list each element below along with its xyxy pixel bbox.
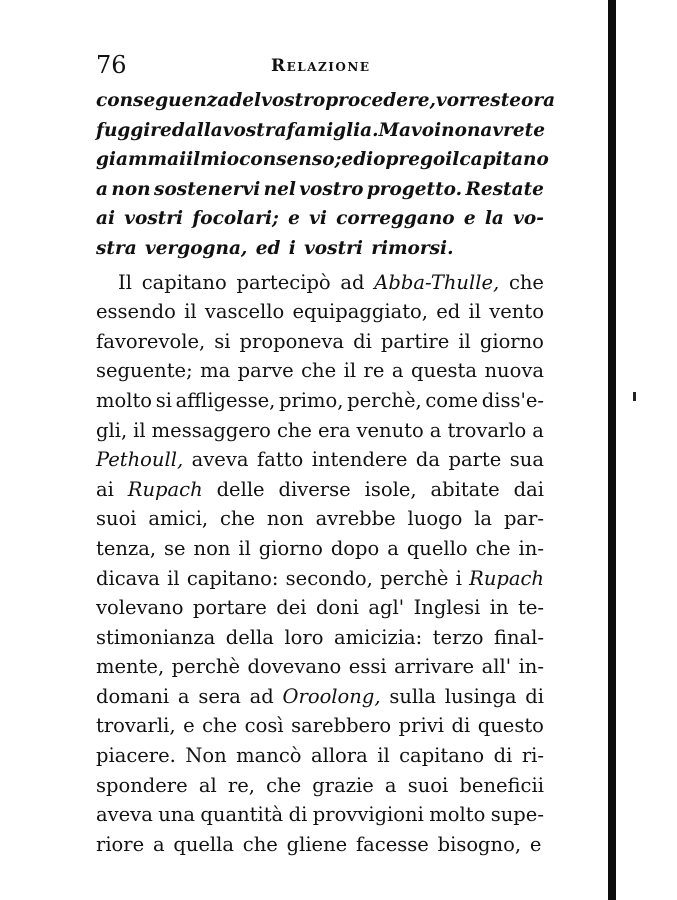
word: al (198, 773, 217, 797)
word: privi (398, 714, 444, 738)
word: supe- (490, 803, 544, 827)
word: ri- (521, 744, 544, 768)
word: si (214, 329, 231, 353)
word: in- (518, 655, 544, 679)
word: che (301, 359, 337, 383)
word: ai (96, 208, 116, 230)
word: progetto. (366, 178, 463, 200)
word: essi (348, 655, 387, 679)
word: Rupach (469, 566, 544, 590)
text-line (96, 682, 544, 712)
word: da (415, 448, 440, 472)
word: suoi (96, 507, 137, 531)
word: capitano: (186, 566, 279, 590)
word: giorno (258, 536, 323, 560)
word: abitate (430, 477, 500, 501)
word: proponeva (239, 329, 345, 353)
word: mancò (236, 744, 302, 768)
word: il (468, 300, 481, 324)
word: del (229, 90, 262, 111)
word: venuto (356, 418, 424, 442)
word: dalla (171, 119, 223, 141)
word: Il (118, 270, 132, 294)
word: così (244, 714, 284, 738)
word: della (225, 625, 274, 649)
word: dai (513, 477, 544, 501)
text-line (96, 145, 549, 175)
word: a (391, 359, 404, 383)
word: a (384, 773, 397, 797)
text-line (96, 416, 544, 446)
word: il (238, 536, 251, 560)
word: perchè, (347, 388, 422, 412)
word: nel (263, 178, 296, 200)
word: portare (192, 596, 267, 620)
word: molto (429, 803, 486, 827)
word: bisogno, (437, 832, 522, 856)
word: era (317, 418, 351, 442)
word: seguente; (96, 359, 193, 383)
word: Inglesi (413, 596, 481, 620)
text-line (96, 800, 544, 830)
word: una (158, 803, 195, 827)
word: piacere. (96, 744, 176, 768)
word: suoi (407, 773, 449, 797)
word: sulla (389, 684, 436, 708)
word: il (186, 149, 201, 171)
text-line (96, 534, 544, 564)
word: diss'e- (481, 388, 544, 412)
word: dopo (330, 536, 380, 560)
paragraph-narrative (96, 268, 544, 860)
word: arrivare (394, 655, 475, 679)
word: ed (255, 237, 281, 259)
word: non (266, 507, 304, 531)
word: Rupach (127, 477, 203, 501)
word: voi (411, 119, 442, 141)
word: vostra (222, 119, 287, 141)
word: vostri (304, 237, 363, 259)
word: questa (410, 359, 478, 383)
word: procedere, (325, 90, 436, 111)
word: sarebbero (291, 714, 392, 738)
word: secondo, (285, 566, 373, 590)
word: vostro (261, 90, 326, 111)
word: re (363, 359, 385, 383)
word: mente, (96, 655, 165, 679)
page-edge-rule (608, 0, 616, 900)
word: vo- (513, 208, 544, 230)
text-line (96, 356, 544, 386)
text-line (96, 504, 544, 534)
word: equipaggiato, (292, 300, 428, 324)
word: Oroolong, (282, 684, 381, 708)
margin-mark (633, 392, 636, 401)
text-line (96, 445, 544, 475)
page-header (96, 50, 546, 80)
word: allora (310, 744, 368, 768)
word: terzo (432, 625, 484, 649)
word: intendere (311, 448, 408, 472)
text-line (96, 593, 544, 623)
word: amici, (148, 507, 209, 531)
word: luogo (407, 507, 463, 531)
word: ai (96, 477, 114, 501)
text-line (96, 771, 544, 801)
word: mio (200, 149, 240, 171)
word: famiglia. (286, 119, 379, 141)
word: isole, (364, 477, 417, 501)
word: grazie (312, 773, 374, 797)
word: avrete (480, 119, 545, 141)
word: il (343, 359, 357, 383)
text-line (96, 741, 544, 771)
word: i (455, 566, 462, 590)
word: il (167, 566, 180, 590)
word: questo (477, 714, 544, 738)
word: agl' (368, 596, 405, 620)
word: tenza, (96, 536, 157, 560)
word: a (152, 832, 165, 856)
word: molto (96, 388, 153, 412)
word: il (133, 418, 146, 442)
word: e (463, 208, 476, 230)
word: riore (96, 832, 145, 856)
word: domani (96, 684, 170, 708)
word: favorevole, (96, 329, 206, 353)
word: te- (518, 596, 544, 620)
word: capitano (141, 270, 227, 294)
word: trovarlo (447, 418, 527, 442)
word: trovarli, (96, 714, 176, 738)
running-head: Relazione (271, 56, 371, 76)
word: a (387, 536, 399, 560)
word: quantità (200, 803, 284, 827)
word: stimonianza (96, 625, 216, 649)
word: vorreste (435, 90, 522, 111)
word: vascello (204, 300, 285, 324)
word: ma (200, 359, 231, 383)
word: amicizia: (333, 625, 423, 649)
body-text (96, 86, 556, 859)
word: il (458, 329, 471, 353)
word: vento (489, 300, 544, 324)
text-line (96, 475, 544, 505)
text-line (96, 564, 544, 594)
text-line (96, 297, 544, 327)
word: facesse (355, 832, 429, 856)
word: capitano (459, 149, 549, 171)
word: ad (340, 270, 365, 294)
word: e (288, 208, 300, 230)
word: dovevano (247, 655, 342, 679)
text-line (96, 386, 544, 416)
word: Abba-Thulle, (374, 270, 500, 294)
word: non (193, 536, 231, 560)
word: beneficii (459, 773, 544, 797)
word: primo, (279, 388, 344, 412)
word: in (489, 596, 509, 620)
word: giammai (96, 149, 187, 171)
word: all' (481, 655, 512, 679)
word: fuggire (96, 119, 172, 141)
word: non (441, 119, 481, 141)
word: aveva (191, 448, 249, 472)
word: sera (198, 684, 241, 708)
word: diverse (278, 477, 351, 501)
word: giorno (479, 329, 544, 353)
word: sostenervi (154, 178, 261, 200)
word: sua (509, 448, 544, 472)
word: ed (436, 300, 461, 324)
word: affligesse, (175, 388, 276, 412)
word: a (429, 418, 442, 442)
word: partecipò (236, 270, 331, 294)
word: aveva (96, 803, 153, 827)
word: par- (503, 507, 544, 531)
word: fatto (256, 448, 304, 472)
word: che (242, 832, 278, 856)
word: provvigioni (312, 803, 424, 827)
page-number: 76 (96, 51, 127, 79)
word: Non (185, 744, 227, 768)
word: di (353, 329, 372, 353)
word: il (377, 744, 390, 768)
word: che (475, 536, 511, 560)
text-line (96, 711, 544, 741)
word: se (164, 536, 186, 560)
word: di (451, 714, 471, 738)
word: che (220, 507, 256, 531)
word: che (266, 773, 302, 797)
word: doni (315, 596, 359, 620)
word: vostro (299, 178, 364, 200)
word: come (425, 388, 479, 412)
paragraph-italic-quote (96, 86, 556, 264)
word: e (529, 832, 542, 856)
text-line (96, 86, 556, 116)
word: che (202, 714, 238, 738)
text-line (96, 175, 544, 205)
word: delle (216, 477, 265, 501)
word: essendo (96, 300, 176, 324)
word: e (183, 714, 195, 738)
word: la (474, 507, 493, 531)
word: parve (237, 359, 294, 383)
word: ad (249, 684, 274, 708)
word: rimorsi. (371, 237, 454, 259)
word: io (366, 149, 386, 171)
word: vi (309, 208, 327, 230)
word: volevano (96, 596, 184, 620)
word: ora (521, 90, 556, 111)
word: in- (518, 536, 544, 560)
word: lusinga (444, 684, 517, 708)
word: gli, (96, 418, 128, 442)
text-line (96, 204, 544, 234)
word: i (288, 237, 296, 259)
text-line (96, 327, 544, 357)
word: a (532, 418, 544, 442)
word: messaggero (151, 418, 271, 442)
word: Pethoull, (96, 448, 184, 472)
word: prego (385, 149, 446, 171)
text-line (96, 116, 544, 146)
word: avrebbe (315, 507, 396, 531)
word: che (276, 418, 312, 442)
word: correggano (336, 208, 455, 230)
word: partire (380, 329, 450, 353)
word: la (484, 208, 504, 230)
word: capitano (399, 744, 485, 768)
word: loro (284, 625, 324, 649)
word: spondere (96, 773, 188, 797)
word: quella (173, 832, 235, 856)
word: a (177, 684, 190, 708)
word: vergogna, (145, 237, 248, 259)
word: re, (227, 773, 255, 797)
word: si (155, 388, 172, 412)
word: il (445, 149, 460, 171)
word: consenso; (239, 149, 342, 171)
text-line (96, 623, 544, 653)
text-line (96, 268, 544, 298)
word: Restate (465, 178, 544, 200)
word: Ma (378, 119, 412, 141)
word: non (111, 178, 151, 200)
text-line (96, 234, 544, 264)
word: stra (96, 237, 137, 259)
word: dei (276, 596, 307, 620)
word: gliene (286, 832, 348, 856)
word: il (184, 300, 197, 324)
word: ed (341, 149, 367, 171)
word: dicava (96, 566, 160, 590)
word: di (525, 684, 544, 708)
word: final- (493, 625, 544, 649)
word: a (96, 178, 108, 200)
text-line (96, 652, 544, 682)
word: di (493, 744, 513, 768)
word: vostri (124, 208, 184, 230)
word: quello (406, 536, 468, 560)
word: conseguenza (96, 90, 230, 111)
word: perchè (380, 566, 449, 590)
word: nuova (484, 359, 544, 383)
word: che (508, 270, 544, 294)
word: di (288, 803, 308, 827)
word: focolari; (192, 208, 279, 230)
word: parte (448, 448, 502, 472)
text-line (96, 830, 544, 860)
word: perchè (171, 655, 241, 679)
